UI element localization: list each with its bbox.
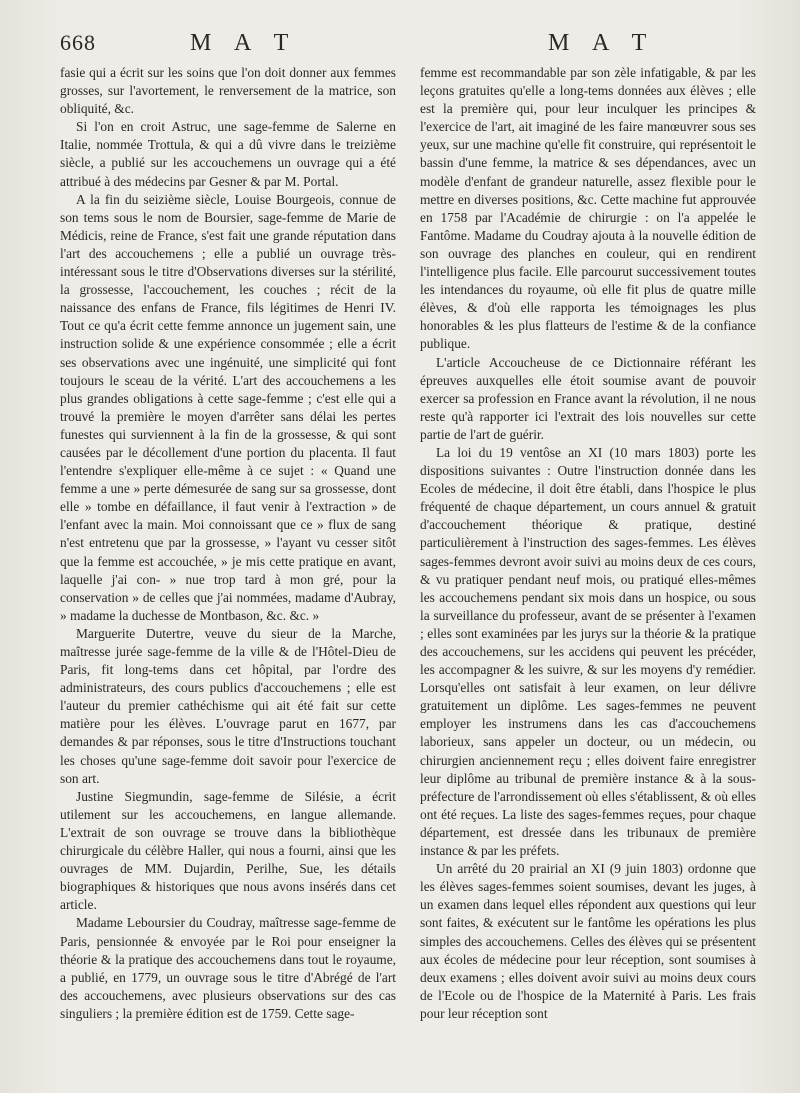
left-running-head: M A T bbox=[190, 30, 298, 56]
paragraph: La loi du 19 ventôse an XI (10 mars 1803) porte les dispositions suivantes : Outre l'instruction donnée dans les Ecoles de médecine, il doit être établi, dans l'hospice le plus fréquenté de chaque département, un cours annuel & gratuit d'accouchement théorique & pratique, destiné particulièrement à l'instruction des sages-femmes. Les élèves sages-femmes devront avoir suivi au moins deux de ces cours, & vu pratiquer pendant neuf mois, ou pratiqué elles-mêmes les accouchemens pendant six mois dans un hospice, ou sous la surveillance du professeur, avant de se présenter à l'examen ; elles sont examinées par les jurys sur la théorie & la pratique des accouchemens, sur les accidens qui peuvent les précéder, les accompagner & les suivre, & sur les moyens d'y remédier. Lorsqu'elles ont satisfait à leur examen, on leur délivre gratuitement un diplôme. Les sages-femmes ne peuvent employer les instrumens dans les cas d'accouchemens laborieux, sans appeler un docteur, ou un médecin, ou chirurgien anciennement reçu ; elles doivent faire enregistrer leur diplôme au tribunal de première instance & à la sous-préfecture de l'arrondissement où elles s'établissent, & où elles ont été reçues. La liste des sages-femmes reçues, pour chaque département, est dressée dans les tribunaux de première instance & par les préfets. bbox=[420, 444, 756, 859]
paragraph: Si l'on en croit Astruc, une sage-femme de Salerne en Italie, nommée Trottula, & qui a dû vivre dans le treizième siècle, a publié sur les accouchemens un ouvrage qui a été attribué à des médecins par Gesner & par M. Portal. bbox=[60, 119, 396, 189]
page-number: 668 bbox=[60, 30, 96, 55]
right-column bbox=[420, 64, 756, 1023]
paragraph: Justine Siegmundin, sage-femme de Silésie, a écrit utilement sur les accouchemens, en langue allemande. L'extrait de son ouvrage se trouve dans la bibliothèque chirurgicale du célèbre Haller, qui nous a fourni, ainsi que les ouvrages de MM. Dujardin, Perilhe, Sue, les détails biographiques & historiques que nous avons insérés dans cet article. bbox=[60, 788, 396, 913]
paragraph: Un arrêté du 20 prairial an XI (9 juin 1803) ordonne que les élèves sages-femmes soient soumises, devant les juges, à un examen dans lequel elles répondent aux questions qui leur sont faites, & exécutent sur le fantôme les opérations les plus simples des accouchemens. Celles des élèves qui se présentent aux écoles de médecine pour leur réception, sont soumises à deux examens ; elles doivent avoir suivi au moins deux cours de l'Ecole ou de l'hospice de la Maternité à Paris. Les frais pour leur réception sont bbox=[420, 861, 756, 1021]
page-header bbox=[0, 28, 800, 62]
paragraph: L'article Accoucheuse de ce Dictionnaire référant les épreuves auxquelles elle étoit soumise avant de pouvoir exercer sa profession en France avant la révolution, il ne nous reste qu'à rapporter ici l'extrait des lois nouvelles sur cette partie de l'art de guérir. bbox=[420, 354, 756, 442]
left-column bbox=[60, 64, 396, 1023]
right-running-head: M A T bbox=[548, 30, 656, 56]
paragraph: femme est recommandable par son zèle infatigable, & par les leçons gratuites qu'elle a long-tems données aux élèves ; elle est la première qui, pour leur inculquer les principes & l'exercice de l'art, ait imaginé de les faire manœuvrer sous ses yeux, sur une machine qu'elle fit construire, qui représentoit le bassin d'une femme, la matrice & ses dépendances, avec un modèle d'enfant de grandeur naturelle, assez flexible pour le mettre en diverses positions, &c. Cette machine fut approuvée en 1758 par l'Académie de chirurgie : on l'a appelée le Fantôme. Madame du Coudray ajouta à la nouvelle édition de son ouvrage des planches en couleur, qui en rendirent l'intelligence plus facile. Elle parcourut successivement toutes les intendances du royaume, où elle fit plus de quatre mille élèves, & d'où elle rapporta les témoignages les plus honorables & les plus flatteurs de l'estime & de la confiance publique. bbox=[420, 65, 756, 352]
paragraph: A la fin du seizième siècle, Louise Bourgeois, connue de son tems sous le nom de Boursier, sage-femme de Marie de Médicis, reine de France, s'est fait une grande réputation dans l'art des accouchemens ; elle a publié un ouvrage très-intéressant sous le titre d'Observations diverses sur la stérilité, la grossesse, l'accouchement, les couches ; récit de la naissance des enfans de France, fils légitimes de Henri IV. Tout ce qu'a écrit cette femme annonce un jugement sain, une instruction solide & une expérience consommée ; elle a écrit ses observations avec une ingénuité, une simplicité qui font toujours le sceau de la vérité. L'art des accouchemens a les plus grandes obligations à cette sage-femme ; c'est elle qui a trouvé la première le moyen d'arrêter sans délai les pertes funestes qui surviennent à la fin de la grossesse, & qui sont causées par le décollement d'une portion du placenta. Il faut l'entendre s'expliquer elle-même à ce sujet : « Quand une femme a une » perte démesurée de sang sur sa grossesse, dont elle » tombe en défaillance, il faut venir à l'extraction » de l'enfant avec la main. Moi connoissant que ce » flux de sang n'est entretenu que par la grossesse, » l'ayant vu cesser sitôt que la femme est accouchée, » je mis cette pratique en avant, laquelle j'ai con- » nue trop tard à mon gré, pour la conservation » de celles que j'ai nommées, madame d'Aubray, » madame la duchesse de Montbason, &c. &c. » bbox=[60, 191, 396, 623]
paragraph: fasie qui a écrit sur les soins que l'on doit donner aux femmes grosses, sur l'avortement, le renversement de la matrice, son obliquité, &c. bbox=[60, 65, 396, 117]
paragraph: Marguerite Dutertre, veuve du sieur de la Marche, maîtresse jurée sage-femme de la ville & de l'Hôtel-Dieu de Paris, fit long-tems dans cet hôpital, par l'ordre des administrateurs, des cours publics d'accouchemens ; elle est l'auteur du premier cathéchisme qui ait été fait sur cette matière pour les élèves. L'ouvrage parut en 1677, par demandes & par réponses, sous le titre d'Instructions touchant les choses qu'une sage-femme doit savoir pour l'exercice de son art. bbox=[60, 625, 396, 786]
paragraph: Madame Leboursier du Coudray, maîtresse sage-femme de Paris, pensionnée & envoyée par le Roi pour enseigner la théorie & la pratique des accouchemens dans tout le royaume, a publié, en 1779, un ouvrage sous le titre d'Abrégé de l'art des accouchemens, avec plusieurs observations sur des cas singuliers ; la première édition est de 1759. Cette sage- bbox=[60, 915, 396, 1021]
